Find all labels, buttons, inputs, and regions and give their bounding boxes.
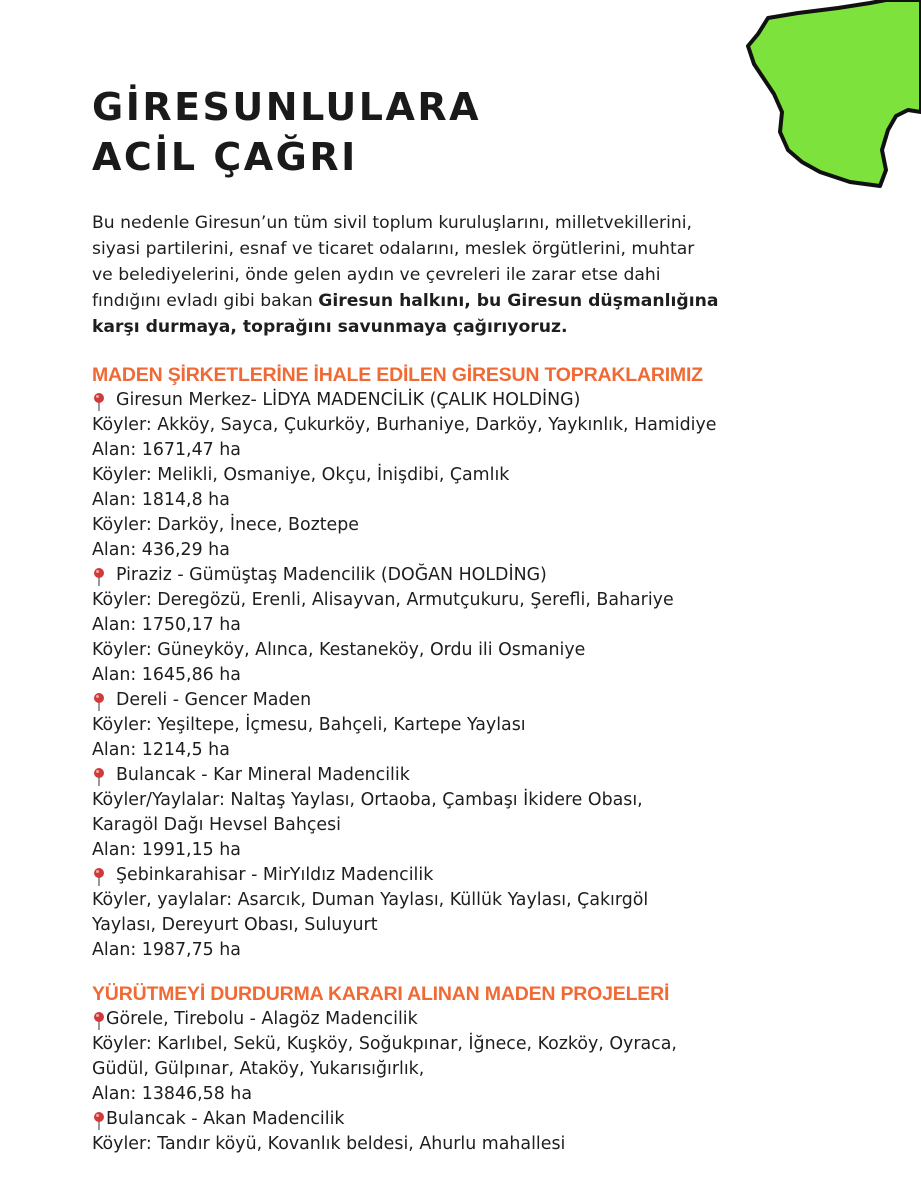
- page-title: [92, 82, 481, 182]
- site-title: Görele, Tirebolu - Alagöz Madencilik: [106, 1009, 418, 1029]
- villages-line: Köyler: Karlıbel, Sekü, Kuşköy, Soğukpınar, İğnece, Kozköy, Oyraca,: [92, 1034, 677, 1054]
- section-tendered-lands: [92, 363, 892, 963]
- area-line: Alan: 1214,5 ha: [92, 740, 230, 760]
- villages-line: Karagöl Dağı Hevsel Bahçesi: [92, 815, 341, 835]
- villages-line: Köyler: Tandır köyü, Kovanlık beldesi, Ahurlu mahallesi: [92, 1134, 566, 1154]
- intro-line: Bu nedenle Giresun’un tüm sivil toplum kuruluşlarını, milletvekillerini,: [92, 213, 693, 233]
- pin-icon: [92, 867, 106, 887]
- pin-icon: [92, 692, 106, 712]
- site-title: Bulancak - Kar Mineral Madencilik: [116, 765, 410, 785]
- pin-icon: [92, 1111, 106, 1131]
- area-line: Alan: 1814,8 ha: [92, 490, 230, 510]
- list-item-site: [92, 688, 892, 713]
- site-title: Şebinkarahisar - MirYıldız Madencilik: [116, 865, 434, 885]
- area-line: Alan: 436,29 ha: [92, 540, 230, 560]
- intro-emphasis: Giresun halkını, bu Giresun düşmanlığına: [318, 291, 719, 311]
- title-line-1: GİRESUNLULARA: [92, 85, 482, 129]
- intro-line: fındığını evladı gibi bakan: [92, 291, 319, 311]
- section-heading: YÜRÜTMEYİ DURDURMA KARARI ALINAN MADEN PROJELERİ: [92, 983, 670, 1005]
- area-line: Alan: 1987,75 ha: [92, 940, 241, 960]
- list-item-site: [92, 563, 892, 588]
- list-item-site: [92, 863, 892, 888]
- villages-line: Yaylası, Dereyurt Obası, Suluyurt: [92, 915, 378, 935]
- pin-icon: [92, 1011, 106, 1031]
- villages-line: Köyler/Yaylalar: Naltaş Yaylası, Ortaoba, Çambaşı İkidere Obası,: [92, 790, 643, 810]
- area-line: Alan: 1991,15 ha: [92, 840, 241, 860]
- site-title: Dereli - Gencer Maden: [116, 690, 312, 710]
- site-title: Piraziz - Gümüştaş Madencilik (DOĞAN HOLDİNG): [116, 565, 547, 585]
- area-line: Alan: 1671,47 ha: [92, 440, 241, 460]
- pin-icon: [92, 567, 106, 587]
- title-line-2: ACİL ÇAĞRI: [92, 135, 358, 179]
- area-line: Alan: 13846,58 ha: [92, 1084, 252, 1104]
- area-line: Alan: 1750,17 ha: [92, 615, 241, 635]
- intro-emphasis: karşı durmaya, toprağını savunmaya çağırıyoruz.: [92, 317, 568, 337]
- villages-line: Köyler: Deregözü, Erenli, Alisayvan, Armutçukuru, Şerefli, Bahariye: [92, 590, 674, 610]
- list-item-site: [92, 1107, 892, 1132]
- villages-line: Köyler: Güneyköy, Alınca, Kestaneköy, Ordu ili Osmaniye: [92, 640, 586, 660]
- giresun-map-icon: [738, 0, 921, 190]
- villages-line: Köyler: Darköy, İnece, Boztepe: [92, 515, 359, 535]
- section-halted-projects: [92, 982, 892, 1157]
- list-item-site: [92, 763, 892, 788]
- villages-line: Köyler: Melikli, Osmaniye, Okçu, İnişdibi, Çamlık: [92, 465, 510, 485]
- intro-paragraph: [92, 210, 852, 340]
- section-heading: MADEN ŞİRKETLERİNE İHALE EDİLEN GİRESUN TOPRAKLARIMIZ: [92, 364, 703, 386]
- site-title: Giresun Merkez- LİDYA MADENCİLİK (ÇALIK HOLDİNG): [116, 390, 581, 410]
- pin-icon: [92, 392, 106, 412]
- villages-line: Güdül, Gülpınar, Ataköy, Yukarısığırlık,: [92, 1059, 425, 1079]
- pin-icon: [92, 767, 106, 787]
- villages-line: Köyler: Akköy, Sayca, Çukurköy, Burhaniye, Darköy, Yaykınlık, Hamidiye: [92, 415, 717, 435]
- area-line: Alan: 1645,86 ha: [92, 665, 241, 685]
- intro-line: siyasi partilerini, esnaf ve ticaret odalarını, meslek örgütlerini, muhtar: [92, 239, 695, 259]
- site-title: Bulancak - Akan Madencilik: [106, 1109, 345, 1129]
- villages-line: Köyler: Yeşiltepe, İçmesu, Bahçeli, Kartepe Yaylası: [92, 715, 526, 735]
- list-item-site: [92, 388, 892, 413]
- villages-line: Köyler, yaylalar: Asarcık, Duman Yaylası, Küllük Yaylası, Çakırgöl: [92, 890, 649, 910]
- list-item-site: [92, 1007, 892, 1032]
- intro-line: ve belediyelerini, önde gelen aydın ve çevreleri ile zarar etse dahi: [92, 265, 661, 285]
